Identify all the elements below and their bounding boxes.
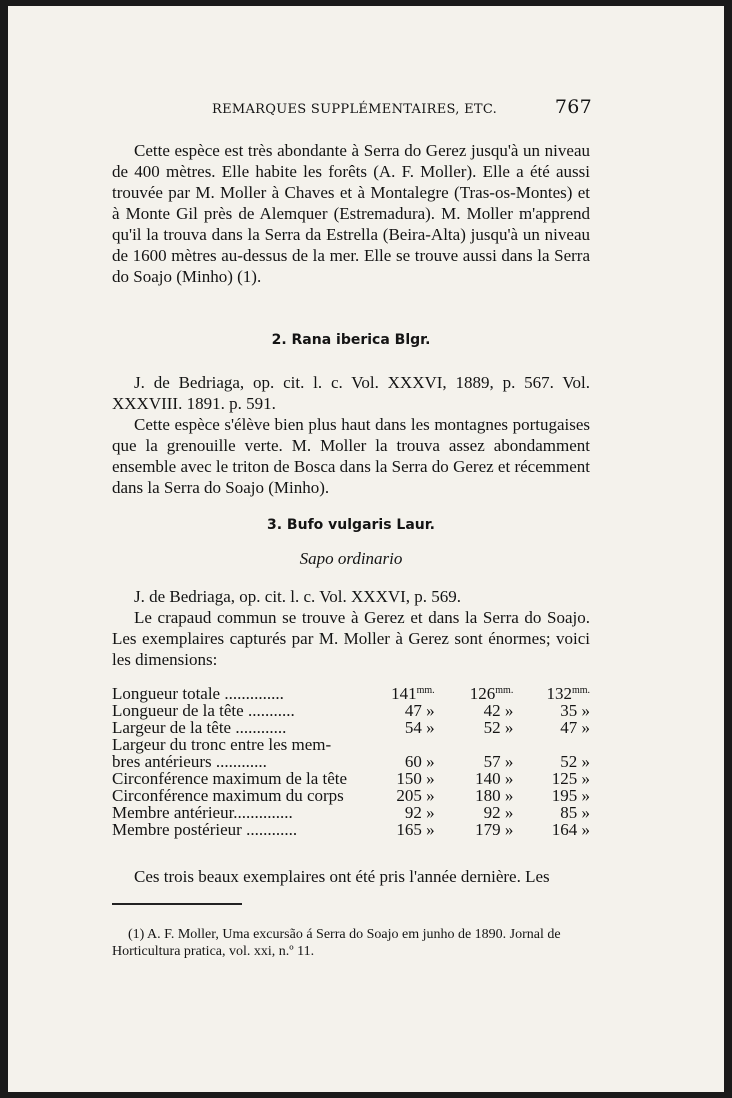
section-3-common-name: Sapo ordinario: [299, 549, 403, 568]
dimension-value: [390, 682, 435, 702]
value-number: 141: [391, 684, 417, 703]
table-row: [112, 702, 590, 719]
table-row: [112, 821, 590, 838]
dimension-value: [513, 736, 590, 753]
section-3-paragraph: Le crapaud commun se trouve à Gerez et dans la Serra do Soajo. Les exemplaires capturés par M. Moller à Gerez sont énormes; voici les dimensions:: [112, 608, 590, 669]
footnote-rule: [112, 903, 242, 905]
section-3-text: [112, 586, 590, 670]
table-row: [112, 719, 590, 736]
dimension-value: [435, 736, 514, 753]
document-page: [8, 6, 724, 1092]
table-row: [112, 787, 590, 804]
table-row: [112, 753, 590, 770]
running-title: REMARQUES SUPPLÉMENTAIRES, ETC.: [212, 102, 498, 117]
dimension-label: Longueur de la tête ...........: [112, 701, 295, 720]
dimension-value: 125 »: [551, 769, 590, 788]
dimension-value: 47 »: [560, 718, 590, 737]
dimension-value: 42 »: [483, 701, 514, 720]
dimension-value: [513, 682, 590, 702]
section-2-text: [112, 372, 590, 498]
table-row: [112, 736, 590, 753]
dimension-label: Largeur de la tête ............: [112, 718, 287, 737]
dimension-value: [390, 736, 435, 753]
section-2-paragraph: Cette espèce s'élève bien plus haut dans les montagnes portugaises que la grenouille verte. M. Moller la trouva assez abondamment ensemble avec le triton de Bosca dans la Serra do Gerez et récemment dans la Serra do Soajo (Minho).: [112, 415, 590, 497]
dimension-label: Membre antérieur..............: [112, 803, 293, 822]
page-number: 767: [554, 96, 592, 118]
table-row: [112, 770, 590, 787]
dimension-value: 85 »: [560, 803, 590, 822]
table-row: [112, 804, 590, 821]
dimension-value: [435, 682, 514, 702]
dimension-value: 165 »: [396, 820, 435, 839]
section-2-heading: 2. Rana iberica Blgr.: [271, 332, 431, 348]
section-2-reference: J. de Bedriaga, op. cit. l. c. Vol. XXXVI, 1889, p. 567. Vol. XXXVIII. 1891. p. 591.: [112, 373, 590, 413]
dimension-value: 54 »: [404, 718, 435, 737]
dimension-value: 52 »: [483, 718, 514, 737]
footnote-text: (1) A. F. Moller, Uma excursão á Serra do Soajo em junho de 1890. Jornal de Horticultura pratica, vol. xxi, n.º 11.: [112, 927, 561, 959]
dimension-value: 52 »: [560, 752, 590, 771]
closing-line: Ces trois beaux exemplaires ont été pris l'année dernière. Les: [134, 867, 550, 886]
footnote: [112, 926, 590, 960]
dimension-value: 179 »: [475, 820, 514, 839]
dimension-value: 140 »: [475, 769, 514, 788]
unit-label: mm.: [416, 685, 435, 696]
section-3-heading: 3. Bufo vulgaris Laur.: [267, 517, 435, 533]
dimension-label: Circonférence maximum du corps: [112, 786, 344, 805]
dimension-value: 195 »: [551, 786, 590, 805]
dimension-value: 57 »: [483, 752, 514, 771]
intro-text: [112, 140, 590, 287]
dimension-value: 164 »: [551, 820, 590, 839]
dimension-value: 92 »: [404, 803, 435, 822]
intro-paragraph: Cette espèce est très abondante à Serra do Gerez jusqu'à un niveau de 400 mètres. Elle habite les forêts (A. F. Moller). Elle a été aussi trouvée par M. Moller à Chaves et à Montalegre (Tras-os-Montes) et à Monte Gil près de Alemquer (Estremadura). M. Moller m'apprend qu'il la trouva dans la Serra da Estrella (Beira-Alta) jusqu'à un niveau de 1600 mètres au-dessus de la mer. Elle se trouve aussi dans la Serra do Soajo (Minho) (1).: [112, 141, 590, 286]
unit-label: mm.: [495, 685, 514, 696]
value-number: 126: [469, 684, 496, 703]
dimension-label: Circonférence maximum de la tête: [112, 769, 348, 788]
dimension-label: Membre postérieur ............: [112, 820, 298, 839]
section-3-reference: J. de Bedriaga, op. cit. l. c. Vol. XXXVI, p. 569.: [134, 587, 462, 606]
dimensions-table: [112, 682, 590, 838]
dimension-label: Largeur du tronc entre les mem-: [112, 735, 332, 754]
value-number: 132: [546, 684, 572, 703]
dimension-label: Longueur totale ..............: [112, 684, 284, 703]
dimension-value: 47 »: [404, 701, 435, 720]
dimension-value: 35 »: [560, 701, 590, 720]
dimension-label: bres antérieurs ............: [112, 752, 267, 771]
closing-text: [112, 866, 590, 887]
dimension-value: 180 »: [475, 786, 514, 805]
dimension-value: 205 »: [396, 786, 435, 805]
table-row: [112, 682, 590, 702]
dimension-value: 92 »: [483, 803, 514, 822]
unit-label: mm.: [571, 685, 590, 696]
dimension-value: 150 »: [396, 769, 435, 788]
dimension-value: 60 »: [404, 752, 435, 771]
